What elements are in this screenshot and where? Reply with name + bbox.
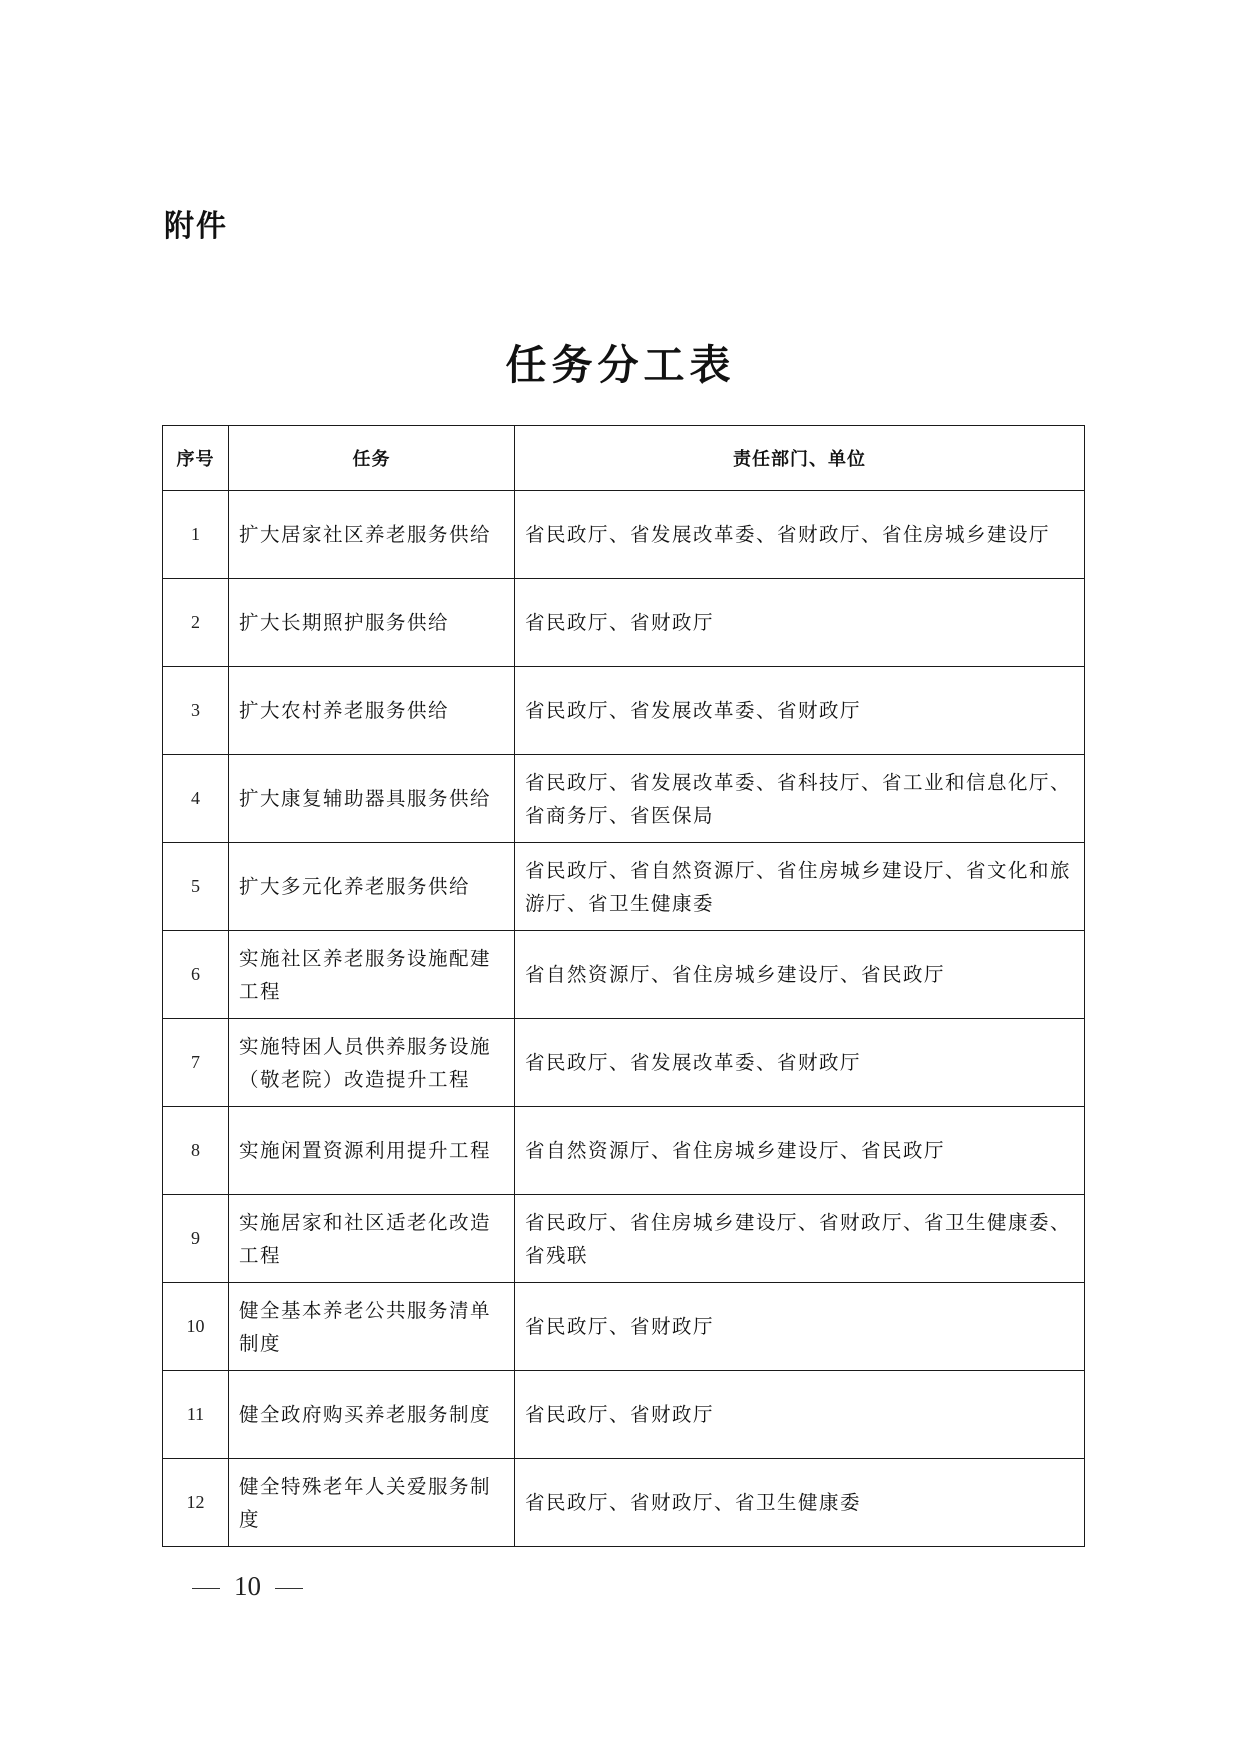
row-task: 扩大居家社区养老服务供给 [229,491,515,579]
table-row [163,667,1085,755]
table-row [163,843,1085,931]
row-department: 省自然资源厅、省住房城乡建设厅、省民政厅 [515,931,1085,1019]
table-row [163,579,1085,667]
task-division-table [162,425,1085,1547]
row-number: 4 [163,755,229,843]
row-task: 实施特困人员供养服务设施（敬老院）改造提升工程 [229,1019,515,1107]
table-row [163,755,1085,843]
row-department: 省民政厅、省财政厅 [515,579,1085,667]
row-number: 7 [163,1019,229,1107]
row-department: 省民政厅、省发展改革委、省财政厅 [515,667,1085,755]
table-row [163,1019,1085,1107]
row-number: 10 [163,1283,229,1371]
table-row [163,491,1085,579]
row-department: 省民政厅、省发展改革委、省科技厅、省工业和信息化厅、省商务厅、省医保局 [515,755,1085,843]
row-department: 省民政厅、省住房城乡建设厅、省财政厅、省卫生健康委、省残联 [515,1195,1085,1283]
row-task: 实施闲置资源利用提升工程 [229,1107,515,1195]
row-number: 3 [163,667,229,755]
row-task: 健全基本养老公共服务清单制度 [229,1283,515,1371]
row-number: 6 [163,931,229,1019]
row-task: 扩大康复辅助器具服务供给 [229,755,515,843]
table-row [163,1195,1085,1283]
header-responsible-department: 责任部门、单位 [515,426,1085,491]
row-task: 健全特殊老年人关爱服务制度 [229,1459,515,1547]
row-department: 省民政厅、省发展改革委、省财政厅 [515,1019,1085,1107]
right-dash [275,1588,303,1589]
row-number: 12 [163,1459,229,1547]
row-task: 健全政府购买养老服务制度 [229,1371,515,1459]
row-department: 省自然资源厅、省住房城乡建设厅、省民政厅 [515,1107,1085,1195]
table-row [163,1107,1085,1195]
row-number: 1 [163,491,229,579]
table-row [163,1283,1085,1371]
header-serial-number: 序号 [163,426,229,491]
page-title: 任务分工表 [505,341,736,389]
page-number [192,1573,303,1600]
row-department: 省民政厅、省财政厅 [515,1371,1085,1459]
row-department: 省民政厅、省财政厅、省卫生健康委 [515,1459,1085,1547]
table-row [163,1459,1085,1547]
row-task: 扩大长期照护服务供给 [229,579,515,667]
left-dash [192,1588,220,1589]
row-department: 省民政厅、省财政厅 [515,1283,1085,1371]
row-task: 实施社区养老服务设施配建工程 [229,931,515,1019]
row-number: 11 [163,1371,229,1459]
row-task: 扩大多元化养老服务供给 [229,843,515,931]
page-number-value: 10 [234,1571,261,1601]
table-header-row [163,426,1085,491]
row-department: 省民政厅、省自然资源厅、省住房城乡建设厅、省文化和旅游厅、省卫生健康委 [515,843,1085,931]
header-task: 任务 [229,426,515,491]
row-number: 8 [163,1107,229,1195]
row-task: 扩大农村养老服务供给 [229,667,515,755]
row-task: 实施居家和社区适老化改造工程 [229,1195,515,1283]
row-number: 9 [163,1195,229,1283]
attachment-label: 附件 [164,209,228,244]
row-department: 省民政厅、省发展改革委、省财政厅、省住房城乡建设厅 [515,491,1085,579]
table-row [163,1371,1085,1459]
row-number: 5 [163,843,229,931]
table-row [163,931,1085,1019]
row-number: 2 [163,579,229,667]
